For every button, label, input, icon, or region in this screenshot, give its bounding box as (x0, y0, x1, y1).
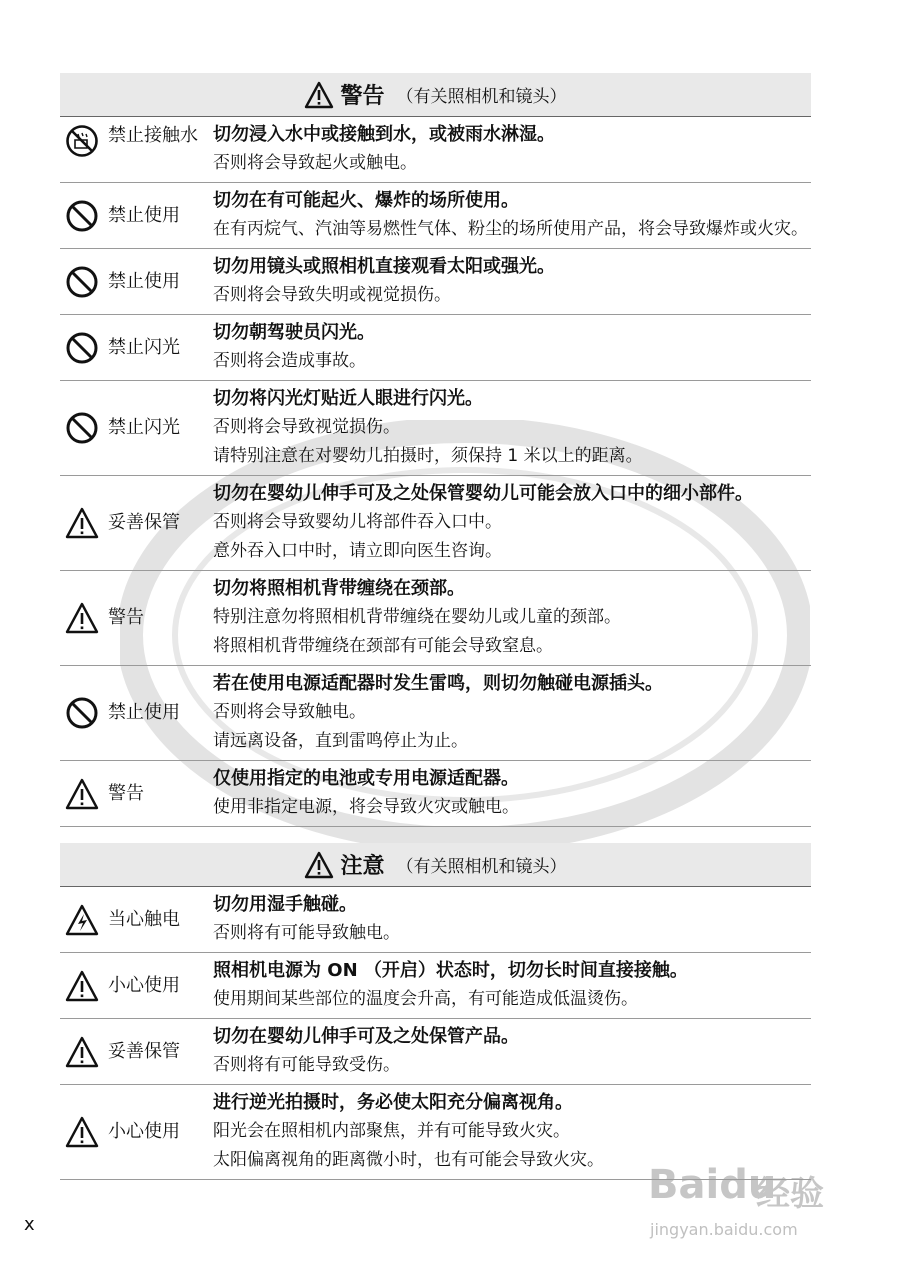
row-symbol-cell (60, 953, 210, 1018)
row-instruction: 照相机电源为 ON （开启）状态时，切勿长时间直接接触。 (213, 960, 688, 981)
safety-precautions-table (60, 73, 811, 1180)
warning-row (60, 571, 811, 666)
row-text-cell (210, 315, 811, 380)
row-text-cell (210, 887, 811, 952)
row-symbol-cell (60, 249, 210, 314)
row-detail: 太阳偏离视角的距离微小时，也有可能会导致火灾。 (213, 1150, 604, 1170)
row-detail: 否则将会导致触电。 (213, 702, 366, 722)
row-detail: 否则将会导致起火或触电。 (213, 153, 417, 173)
row-instruction: 切勿用镜头或照相机直接观看太阳或强光。 (213, 256, 555, 277)
row-instruction: 切勿朝驾驶员闪光。 (213, 322, 375, 343)
row-text-cell (210, 1019, 811, 1084)
row-text-cell (210, 666, 811, 760)
row-text-cell (210, 571, 811, 665)
row-instruction: 切勿将照相机背带缠绕在颈部。 (213, 578, 465, 599)
row-detail: 否则将会导致婴幼儿将部件吞入口中。 (213, 512, 502, 532)
row-text-cell (210, 183, 811, 248)
warning-section-title: 警告 (340, 84, 385, 109)
warning-row (60, 249, 811, 315)
row-text-cell (210, 249, 811, 314)
row-detail: 否则将会导致视觉损伤。 (213, 417, 400, 437)
caution-triangle-icon (64, 776, 100, 812)
prohibited-icon (64, 695, 100, 731)
row-detail: 否则将会造成事故。 (213, 351, 366, 371)
row-symbol-label: 妥善保管 (108, 1040, 180, 1062)
warning-row (60, 315, 811, 381)
row-instruction: 切勿将闪光灯贴近人眼进行闪光。 (213, 388, 483, 409)
row-symbol-cell (60, 1019, 210, 1084)
row-detail: 使用非指定电源，将会导致火灾或触电。 (213, 797, 519, 817)
row-symbol-cell (60, 315, 210, 380)
row-symbol-label: 禁止闪光 (108, 417, 180, 438)
warning-row (60, 476, 811, 571)
row-symbol-label: 警告 (108, 782, 144, 804)
caution-triangle-icon (64, 1114, 100, 1150)
row-detail: 特别注意勿将照相机背带缠绕在婴幼儿或儿童的颈部。 (213, 607, 621, 627)
row-detail: 否则将有可能导致受伤。 (213, 1055, 400, 1075)
row-symbol-label: 小心使用 (108, 1121, 180, 1142)
row-detail: 将照相机背带缠绕在颈部有可能会导致窒息。 (213, 636, 553, 656)
row-symbol-label: 小心使用 (108, 974, 180, 996)
row-symbol-cell (60, 183, 210, 248)
page-marker: x (24, 1214, 35, 1235)
caution-triangle-icon (64, 600, 100, 636)
warning-row (60, 666, 811, 761)
caution-section-header (60, 843, 811, 887)
row-symbol-cell (60, 666, 210, 760)
row-text-cell (210, 1085, 811, 1179)
prohibited-icon (64, 198, 100, 234)
row-text-cell (210, 761, 811, 826)
caution-row (60, 1019, 811, 1085)
warning-section-subtitle: （有关照相机和镜头） (396, 87, 567, 107)
row-detail: 意外吞入口中时，请立即向医生咨询。 (213, 541, 502, 561)
caution-row (60, 887, 811, 953)
caution-section-title: 注意 (340, 854, 385, 879)
prohibited-icon (64, 264, 100, 300)
row-symbol-cell (60, 887, 210, 952)
warning-rows (60, 117, 811, 827)
row-instruction: 切勿浸入水中或接触到水，或被雨水淋湿。 (213, 124, 555, 145)
warning-triangle-icon (304, 851, 334, 879)
row-instruction: 切勿在婴幼儿伸手可及之处保管婴幼儿可能会放入口中的细小部件。 (213, 483, 753, 504)
row-text-cell (210, 476, 811, 570)
caution-rows (60, 887, 811, 1180)
row-instruction: 切勿用湿手触碰。 (213, 894, 357, 915)
row-symbol-cell (60, 761, 210, 826)
caution-section-subtitle: （有关照相机和镜头） (396, 857, 567, 877)
row-symbol-label: 妥善保管 (108, 512, 180, 533)
row-symbol-label: 当心触电 (108, 908, 180, 930)
warning-row (60, 117, 811, 183)
row-symbol-cell (60, 381, 210, 475)
baidu-url-text: jingyan.baidu.com (650, 1220, 798, 1239)
electric-shock-icon (64, 902, 100, 938)
caution-triangle-icon (64, 505, 100, 541)
warning-triangle-icon (304, 81, 334, 109)
row-text-cell (210, 381, 811, 475)
warning-row (60, 381, 811, 476)
row-detail: 请特别注意在对婴幼儿拍摄时，须保持 1 米以上的距离。 (213, 446, 643, 466)
row-detail: 否则将有可能导致触电。 (213, 923, 400, 943)
jingyan-logo-text: 经验 (756, 1174, 824, 1214)
row-symbol-label: 警告 (108, 607, 144, 628)
warning-row (60, 183, 811, 249)
row-symbol-label: 禁止闪光 (108, 336, 180, 358)
baidu-logo-text: Baidu (648, 1162, 777, 1208)
row-symbol-label: 禁止使用 (108, 204, 180, 226)
row-instruction: 若在使用电源适配器时发生雷鸣，则切勿触碰电源插头。 (213, 673, 663, 694)
warning-section-header (60, 73, 811, 117)
row-instruction: 仅使用指定的电池或专用电源适配器。 (213, 768, 519, 789)
row-symbol-label: 禁止接触水 (108, 125, 198, 146)
row-symbol-label: 禁止使用 (108, 702, 180, 723)
row-symbol-cell (60, 117, 210, 182)
caution-triangle-icon (64, 1034, 100, 1070)
row-instruction: 切勿在婴幼儿伸手可及之处保管产品。 (213, 1026, 519, 1047)
row-symbol-label: 禁止使用 (108, 270, 180, 292)
row-text-cell (210, 117, 811, 182)
row-symbol-cell (60, 571, 210, 665)
row-instruction: 进行逆光拍摄时，务必使太阳充分偏离视角。 (213, 1092, 573, 1113)
no-water-icon (64, 123, 100, 159)
row-detail: 否则将会导致失明或视觉损伤。 (213, 285, 451, 305)
caution-row (60, 1085, 811, 1180)
row-symbol-cell (60, 476, 210, 570)
caution-row (60, 953, 811, 1019)
warning-row (60, 761, 811, 827)
row-text-cell (210, 953, 811, 1018)
caution-triangle-icon (64, 968, 100, 1004)
prohibited-icon (64, 410, 100, 446)
row-instruction: 切勿在有可能起火、爆炸的场所使用。 (213, 190, 519, 211)
row-detail: 请远离设备，直到雷鸣停止为止。 (213, 731, 468, 751)
prohibited-icon (64, 330, 100, 366)
row-symbol-cell (60, 1085, 210, 1179)
row-detail: 使用期间某些部位的温度会升高，有可能造成低温烫伤。 (213, 989, 638, 1009)
row-detail: 阳光会在照相机内部聚焦，并有可能导致火灾。 (213, 1121, 570, 1141)
row-detail: 在有丙烷气、汽油等易燃性气体、粉尘的场所使用产品，将会导致爆炸或火灾。 (213, 219, 808, 239)
